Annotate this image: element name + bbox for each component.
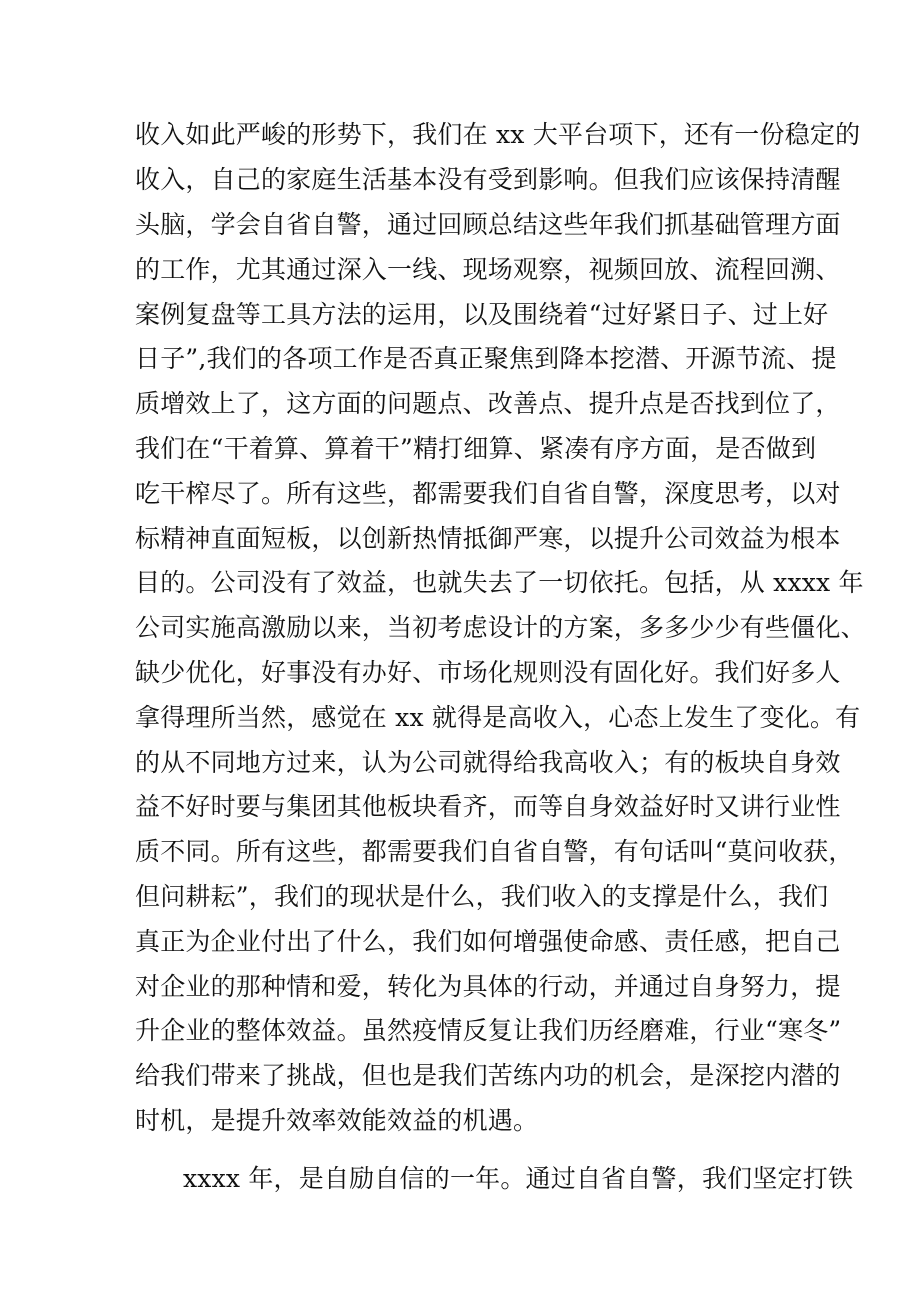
body-text-line: 头脑，学会自省自警，通过回顾总结这些年我们抓基础管理方面 — [135, 210, 841, 239]
body-text-line: 收入如此严峻的形势下，我们在 xx 大平台项下，还有一份稳定的 — [135, 120, 861, 149]
body-text-line: 时机，是提升效率效能效益的机遇。 — [135, 1106, 539, 1135]
body-text-line: 缺少优化，好事没有办好、市场化规则没有固化好。我们好多人 — [135, 658, 841, 687]
body-text-line: 但问耕耘”，我们的现状是什么，我们收入的支撑是什么，我们 — [135, 882, 829, 911]
body-text-line: 质不同。所有这些，都需要我们自省自警，有句话叫“莫问收获， — [135, 837, 854, 866]
body-text-line: 案例复盘等工具方法的运用，以及围绕着“过好紧日子、过上好 — [135, 300, 829, 329]
body-text-line: 目的。公司没有了效益，也就失去了一切依托。包括，从 xxxx 年 — [135, 568, 864, 597]
body-text-line: 日子”,我们的各项工作是否真正聚焦到降本挖潜、开源节流、提 — [135, 344, 837, 373]
body-text-line: 吃干榨尽了。所有这些，都需要我们自省自警，深度思考，以对 — [135, 479, 841, 508]
body-text-line: 收入，自己的家庭生活基本没有受到影响。但我们应该保持清醒 — [135, 165, 841, 194]
body-text-line: 益不好时要与集团其他板块看齐，而等自身效益好时又讲行业性 — [135, 792, 841, 821]
body-text-line: 我们在“干着算、算着干”精打细算、紧凑有序方面，是否做到 — [135, 434, 817, 463]
body-text-line: 真正为企业付出了什么，我们如何增强使命感、责任感，把自己 — [135, 927, 841, 956]
body-text-line: 升企业的整体效益。虽然疫情反复让我们历经磨难，行业“寒冬” — [135, 1016, 842, 1045]
body-text-line: 质增效上了，这方面的问题点、改善点、提升点是否找到位了， — [135, 389, 841, 418]
paragraph-first-line: xxxx 年，是自励自信的一年。通过自省自警，我们坚定打铁 — [183, 1164, 854, 1193]
body-text-line: 拿得理所当然，感觉在 xx 就得是高收入，心态上发生了变化。有 — [135, 703, 861, 732]
body-text-line: 给我们带来了挑战，但也是我们苦练内功的机会，是深挖内潜的 — [135, 1061, 841, 1090]
body-text-line: 对企业的那种情和爱，转化为具体的行动，并通过自身努力，提 — [135, 972, 841, 1001]
body-text-line: 的从不同地方过来，认为公司就得给我高收入；有的板块自身效 — [135, 748, 841, 777]
body-text-line: 标精神直面短板，以创新热情抵御严寒，以提升公司效益为根本 — [135, 524, 841, 553]
body-text-line: 的工作，尤其通过深入一线、现场观察，视频回放、流程回溯、 — [135, 255, 841, 284]
body-text-line: 公司实施高激励以来，当初考虑设计的方案，多多少少有些僵化、 — [135, 613, 866, 642]
